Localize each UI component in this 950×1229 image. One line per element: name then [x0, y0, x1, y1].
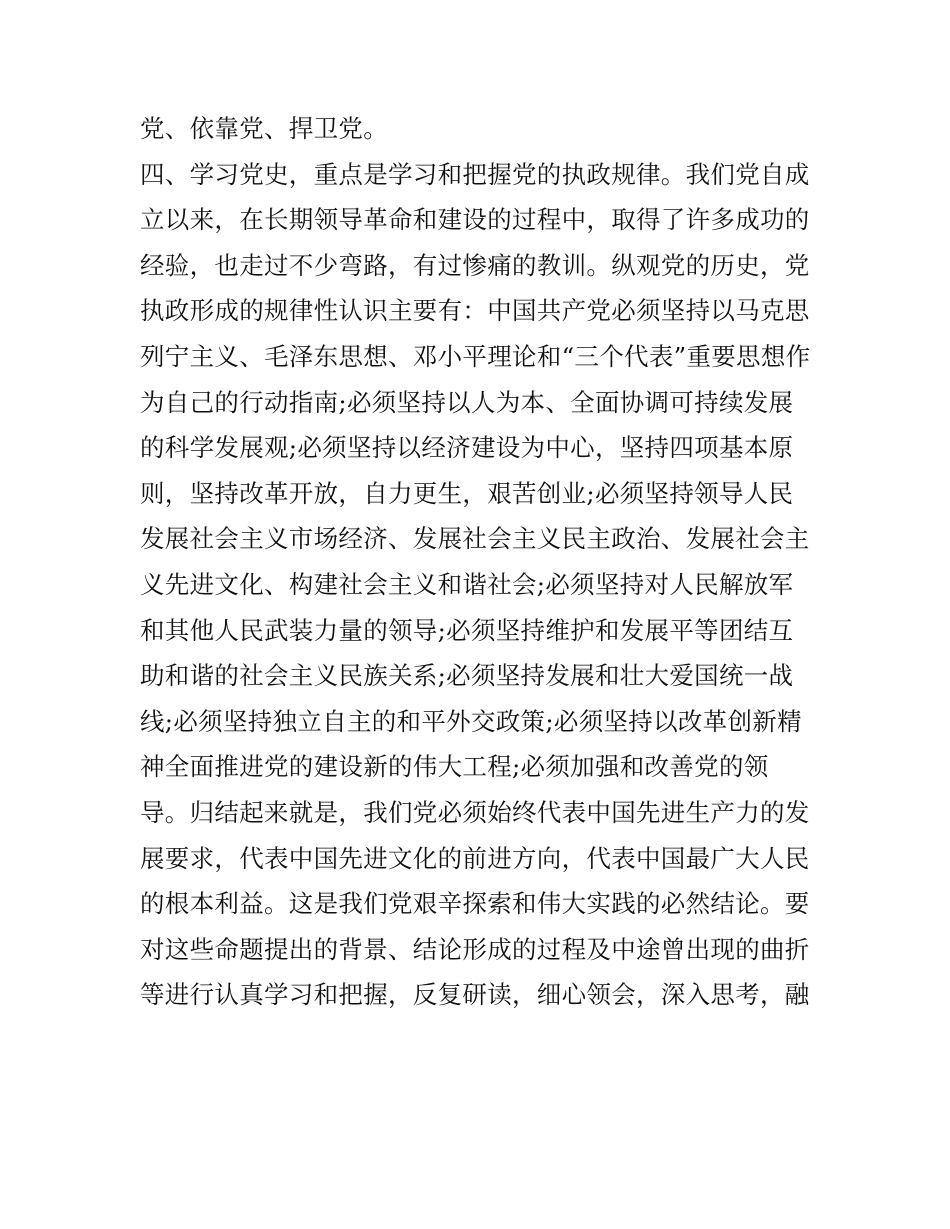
text-line: 的科学发展观;必须坚持以经济建设为中心，坚持四项基本原	[140, 433, 794, 463]
text-line: 神全面推进党的建设新的伟大工程;必须加强和改善党的领	[140, 752, 769, 782]
text-line: 四、学习党史，重点是学习和把握党的执政规律。我们党自成	[140, 159, 810, 189]
text-line: 执政形成的规律性认识主要有：中国共产党必须坚持以马克思	[140, 296, 810, 326]
text-line: 经验，也走过不少弯路，有过惨痛的教训。纵观党的历史，党	[140, 250, 810, 280]
text-line: 线;必须坚持独立自主的和平外交政策;必须坚持以改革创新精	[140, 706, 802, 736]
text-line: 为自己的行动指南;必须坚持以人为本、全面协调可持续发展	[140, 387, 794, 417]
text-line: 义先进文化、构建社会主义和谐社会;必须坚持对人民解放军	[140, 569, 794, 599]
text-line: 展要求，代表中国先进文化的前进方向，代表中国最广大人民	[140, 843, 810, 873]
text-line: 的根本利益。这是我们党艰辛探索和伟大实践的必然结论。要	[140, 889, 810, 919]
text-line: 党、依靠党、捍卫党。	[140, 114, 388, 143]
text-line: 立以来，在长期领导革命和建设的过程中，取得了许多成功的	[140, 205, 810, 235]
text-line: 和其他人民武装力量的领导;必须坚持维护和发展平等团结互	[140, 615, 794, 645]
text-line: 导。归结起来就是，我们党必须始终代表中国先进生产力的发	[140, 797, 810, 827]
text-line: 助和谐的社会主义民族关系;必须坚持发展和壮大爱国统一战	[140, 661, 794, 691]
text-line: 等进行认真学习和把握，反复研读，细心领会，深入思考，融	[140, 980, 810, 1010]
body-text	[140, 106, 830, 1018]
text-line: 发展社会主义市场经济、发展社会主义民主政治、发展社会主	[140, 524, 810, 554]
text-line: 对这些命题提出的背景、结论形成的过程及中途曾出现的曲折	[140, 934, 810, 964]
text-line: 则，坚持改革开放，自力更生，艰苦创业;必须坚持领导人民	[140, 478, 794, 508]
text-line: 列宁主义、毛泽东思想、邓小平理论和“三个代表”重要思想作	[140, 341, 811, 371]
